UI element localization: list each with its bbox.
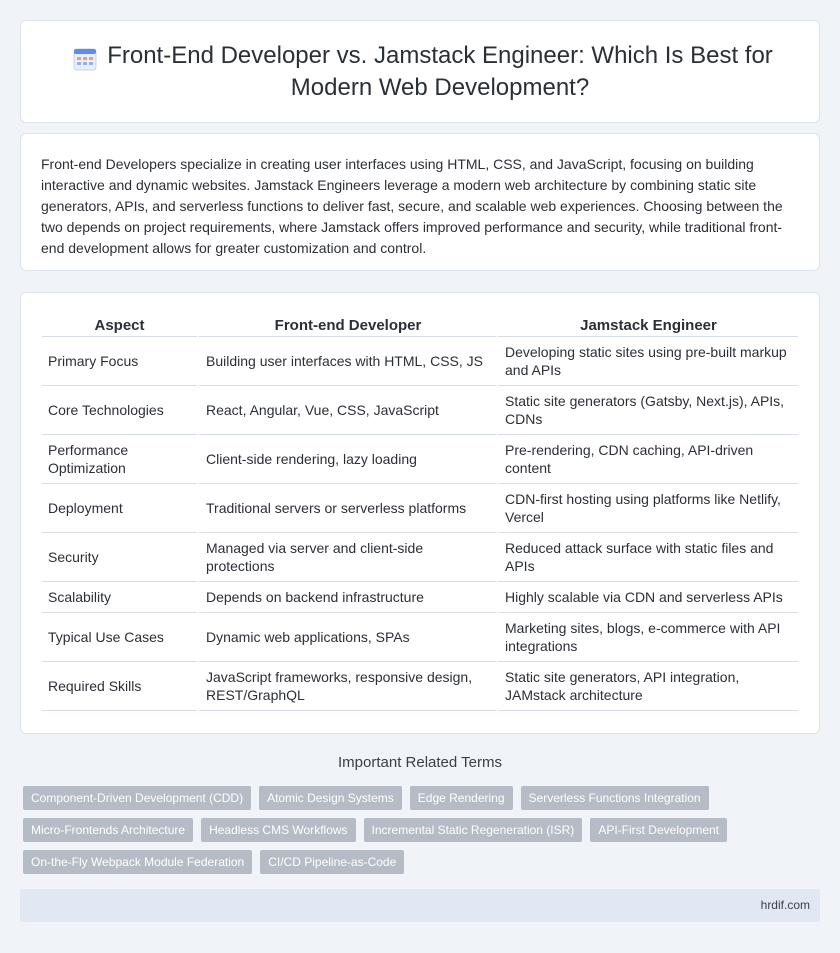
jamstack-cell: Static site generators, API integration, JAMstack architecture	[496, 662, 798, 711]
front-end-cell: JavaScript frameworks, responsive design, REST/GraphQL	[197, 662, 496, 711]
related-term-tag[interactable]: Atomic Design Systems	[259, 786, 402, 810]
table-row	[42, 484, 798, 533]
header-jamstack-engineer: Jamstack Engineer	[496, 315, 798, 337]
header-front-end-developer: Front-end Developer	[197, 315, 496, 337]
front-end-cell: Dynamic web applications, SPAs	[197, 613, 496, 662]
related-term-tag[interactable]: Component-Driven Development (CDD)	[23, 786, 251, 810]
footer-bar	[20, 889, 820, 922]
page-title: Front-End Developer vs. Jamstack Engineer: Which Is Best for Modern Web Development?	[107, 41, 773, 101]
related-term-tag[interactable]: API-First Development	[590, 818, 727, 842]
table-row	[42, 337, 798, 386]
jamstack-cell: Pre-rendering, CDN caching, API-driven content	[496, 435, 798, 484]
aspect-cell: Primary Focus	[42, 337, 197, 386]
front-end-cell: Client-side rendering, lazy loading	[197, 435, 496, 484]
intro-card	[20, 133, 820, 271]
related-terms-title: Important Related Terms	[338, 754, 502, 771]
aspect-cell: Core Technologies	[42, 386, 197, 435]
table-row	[42, 613, 798, 662]
table-header-row	[42, 315, 798, 337]
related-terms-list	[23, 786, 803, 874]
aspect-cell: Performance Optimization	[42, 435, 197, 484]
front-end-cell: Traditional servers or serverless platforms	[197, 484, 496, 533]
related-term-tag[interactable]: Micro-Frontends Architecture	[23, 818, 193, 842]
aspect-cell: Security	[42, 533, 197, 582]
related-term-tag[interactable]: Headless CMS Workflows	[201, 818, 355, 842]
aspect-cell: Scalability	[42, 582, 197, 613]
header-aspect: Aspect	[42, 315, 197, 337]
jamstack-cell: Developing static sites using pre-built markup and APIs	[496, 337, 798, 386]
aspect-cell: Typical Use Cases	[42, 613, 197, 662]
related-term-tag[interactable]: Serverless Functions Integration	[521, 786, 709, 810]
jamstack-cell: Static site generators (Gatsby, Next.js), APIs, CDNs	[496, 386, 798, 435]
front-end-cell: Depends on backend infrastructure	[197, 582, 496, 613]
related-term-tag[interactable]: Incremental Static Regeneration (ISR)	[364, 818, 583, 842]
related-term-tag[interactable]: On-the-Fly Webpack Module Federation	[23, 850, 252, 874]
related-term-tag[interactable]: CI/CD Pipeline-as-Code	[260, 850, 404, 874]
aspect-cell: Deployment	[42, 484, 197, 533]
table-row	[42, 533, 798, 582]
table-row	[42, 662, 798, 711]
related-term-tag[interactable]: Edge Rendering	[410, 786, 513, 810]
comparison-table	[42, 315, 798, 711]
front-end-cell: Building user interfaces with HTML, CSS, JS	[197, 337, 496, 386]
table-row	[42, 435, 798, 484]
aspect-cell: Required Skills	[42, 662, 197, 711]
comparison-table-card	[20, 292, 820, 734]
front-end-cell: React, Angular, Vue, CSS, JavaScript	[197, 386, 496, 435]
jamstack-cell: Highly scalable via CDN and serverless APIs	[496, 582, 798, 613]
table-row	[42, 582, 798, 613]
table-row	[42, 386, 798, 435]
intro-paragraph: Front-end Developers specialize in creating user interfaces using HTML, CSS, and JavaScript, focusing on building interactive and dynamic websites. Jamstack Engineers leverage a modern web architecture by combining static site generators, APIs, and serverless functions to deliver fast, secure, and scalable web experiences. Choosing between the two depends on project requirements, where Jamstack offers improved performance and security, while traditional front-end development allows for greater customization and control.	[41, 156, 783, 256]
footer-site-link[interactable]: hrdif.com	[760, 898, 810, 912]
title-card	[20, 20, 820, 123]
jamstack-cell: Marketing sites, blogs, e-commerce with API integrations	[496, 613, 798, 662]
jamstack-cell: CDN-first hosting using platforms like Netlify, Vercel	[496, 484, 798, 533]
front-end-cell: Managed via server and client-side protections	[197, 533, 496, 582]
jamstack-cell: Reduced attack surface with static files and APIs	[496, 533, 798, 582]
